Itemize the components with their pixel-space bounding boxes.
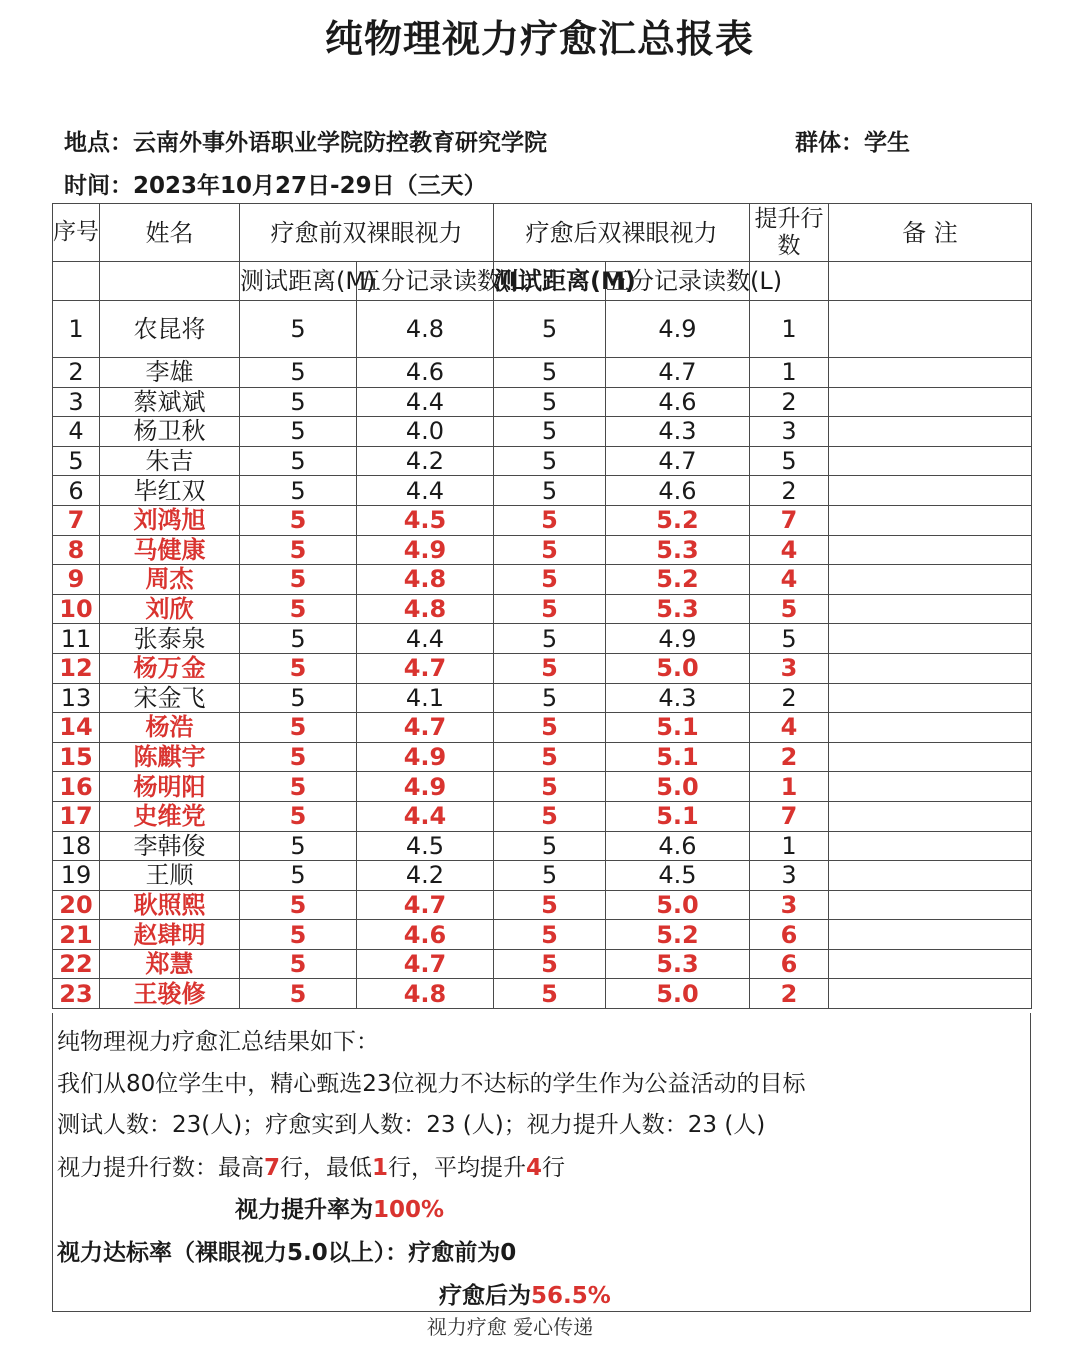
cell-remark	[829, 653, 1032, 683]
subheader-empty	[829, 262, 1032, 301]
cell-name: 耿照熙	[100, 890, 240, 920]
cell-lines: 6	[750, 949, 829, 979]
cell-name: 张泰泉	[100, 624, 240, 654]
cell-reading-before: 4.4	[357, 387, 494, 417]
cell-name: 赵肆明	[100, 920, 240, 950]
location-line	[64, 124, 547, 157]
cell-remark	[829, 742, 1032, 772]
cell-distance-after: 5	[494, 890, 606, 920]
cell-distance-after: 5	[494, 801, 606, 831]
cell-reading-before: 4.8	[357, 565, 494, 595]
table-row	[53, 505, 1032, 535]
cell-reading-after: 4.7	[606, 358, 750, 388]
cell-distance-after: 5	[494, 624, 606, 654]
header-seq: 序号	[53, 204, 100, 262]
table-row	[53, 742, 1032, 772]
cell-reading-before: 4.7	[357, 653, 494, 683]
cell-distance-before: 5	[240, 772, 357, 802]
cell-seq: 21	[53, 920, 100, 950]
cell-remark	[829, 713, 1032, 743]
cell-name: 毕红双	[100, 476, 240, 506]
cell-name: 杨万金	[100, 653, 240, 683]
cell-name: 陈麒宇	[100, 742, 240, 772]
cell-seq: 6	[53, 476, 100, 506]
subheader-reading-before: 五分记录读数(L)	[357, 262, 494, 301]
table-row	[53, 920, 1032, 950]
footer-slogan: 视力疗愈 爱心传递	[426, 1315, 594, 1339]
group-value: 学生	[864, 130, 910, 156]
cell-distance-before: 5	[240, 358, 357, 388]
cell-lines: 2	[750, 979, 829, 1009]
cell-distance-before: 5	[240, 683, 357, 713]
cell-remark	[829, 683, 1032, 713]
cell-reading-after: 5.1	[606, 713, 750, 743]
cell-reading-before: 4.8	[357, 594, 494, 624]
cell-remark	[829, 920, 1032, 950]
cell-name: 史维党	[100, 801, 240, 831]
lines-unit: 行	[542, 1155, 566, 1181]
cell-distance-before: 5	[240, 920, 357, 950]
cell-seq: 5	[53, 446, 100, 476]
cell-distance-before: 5	[240, 713, 357, 743]
cell-lines: 4	[750, 565, 829, 595]
cell-distance-after: 5	[494, 387, 606, 417]
cell-reading-before: 4.8	[357, 979, 494, 1009]
cell-reading-after: 4.7	[606, 446, 750, 476]
summary-counts: 测试人数：23(人)；疗愈实到人数：23 (人)；视力提升人数：23 (人)	[57, 1112, 766, 1138]
cell-lines: 1	[750, 358, 829, 388]
cell-reading-after: 5.1	[606, 801, 750, 831]
cell-name: 杨明阳	[100, 772, 240, 802]
cell-reading-after: 4.5	[606, 861, 750, 891]
cell-remark	[829, 594, 1032, 624]
cell-reading-before: 4.6	[357, 920, 494, 950]
cell-reading-before: 4.4	[357, 476, 494, 506]
cell-reading-after: 4.3	[606, 683, 750, 713]
cell-distance-after: 5	[494, 979, 606, 1009]
cell-distance-after: 5	[494, 772, 606, 802]
cell-distance-after: 5	[494, 417, 606, 447]
table-row	[53, 653, 1032, 683]
cell-reading-before: 4.2	[357, 861, 494, 891]
cell-distance-before: 5	[240, 653, 357, 683]
cell-distance-before: 5	[240, 476, 357, 506]
rate-value: 100%	[373, 1197, 445, 1223]
cell-remark	[829, 476, 1032, 506]
cell-lines: 3	[750, 890, 829, 920]
cell-name: 杨浩	[100, 713, 240, 743]
table-row	[53, 683, 1032, 713]
cell-distance-before: 5	[240, 446, 357, 476]
cell-distance-after: 5	[494, 535, 606, 565]
cell-remark	[829, 949, 1032, 979]
cell-lines: 3	[750, 653, 829, 683]
cell-reading-after: 5.0	[606, 653, 750, 683]
cell-seq: 8	[53, 535, 100, 565]
cell-seq: 12	[53, 653, 100, 683]
table-row	[53, 801, 1032, 831]
cell-seq: 16	[53, 772, 100, 802]
cell-name: 王骏修	[100, 979, 240, 1009]
cell-name: 郑慧	[100, 949, 240, 979]
cell-reading-after: 4.6	[606, 476, 750, 506]
cell-reading-before: 4.9	[357, 742, 494, 772]
cell-seq: 23	[53, 979, 100, 1009]
cell-seq: 3	[53, 387, 100, 417]
cell-reading-before: 4.4	[357, 624, 494, 654]
lines-unit: 行，最低	[280, 1155, 373, 1181]
cell-lines: 5	[750, 624, 829, 654]
header-before: 疗愈前双裸眼视力	[240, 204, 494, 262]
cell-seq: 1	[53, 301, 100, 358]
cell-lines: 2	[750, 387, 829, 417]
cell-distance-after: 5	[494, 565, 606, 595]
cell-remark	[829, 861, 1032, 891]
table-row	[53, 565, 1032, 595]
cell-distance-after: 5	[494, 594, 606, 624]
cell-distance-after: 5	[494, 683, 606, 713]
cell-reading-after: 5.2	[606, 565, 750, 595]
subheader-empty	[100, 262, 240, 301]
cell-remark	[829, 979, 1032, 1009]
cell-seq: 4	[53, 417, 100, 447]
cell-distance-before: 5	[240, 417, 357, 447]
vision-table	[52, 203, 1032, 1009]
table-row	[53, 861, 1032, 891]
cell-seq: 18	[53, 831, 100, 861]
cell-distance-before: 5	[240, 624, 357, 654]
cell-distance-before: 5	[240, 594, 357, 624]
cell-remark	[829, 831, 1032, 861]
table-row	[53, 831, 1032, 861]
subheader-empty	[53, 262, 100, 301]
summary-standard: 视力达标率（裸眼视力5.0以上）：疗愈前为0	[57, 1240, 517, 1266]
subheader-distance-before: 测试距离(M)	[240, 262, 357, 301]
cell-seq: 17	[53, 801, 100, 831]
cell-reading-after: 4.3	[606, 417, 750, 447]
cell-distance-after: 5	[494, 831, 606, 861]
cell-reading-after: 5.0	[606, 890, 750, 920]
cell-lines: 1	[750, 301, 829, 358]
cell-seq: 13	[53, 683, 100, 713]
cell-reading-before: 4.0	[357, 417, 494, 447]
cell-distance-after: 5	[494, 358, 606, 388]
cell-reading-before: 4.5	[357, 831, 494, 861]
table-row	[53, 476, 1032, 506]
cell-reading-before: 4.1	[357, 683, 494, 713]
cell-distance-before: 5	[240, 801, 357, 831]
cell-lines: 3	[750, 417, 829, 447]
cell-remark	[829, 301, 1032, 358]
cell-seq: 2	[53, 358, 100, 388]
cell-lines: 7	[750, 505, 829, 535]
table-row	[53, 890, 1032, 920]
cell-distance-before: 5	[240, 861, 357, 891]
cell-lines: 4	[750, 713, 829, 743]
cell-distance-after: 5	[494, 476, 606, 506]
cell-seq: 10	[53, 594, 100, 624]
summary-intro: 我们从80位学生中，精心甄选23位视力不达标的学生作为公益活动的目标	[57, 1071, 806, 1097]
summary-after	[439, 1277, 611, 1310]
cell-reading-before: 4.7	[357, 949, 494, 979]
subheader-row	[53, 262, 1032, 301]
lines-min: 1	[372, 1155, 389, 1181]
header-remark: 备 注	[829, 204, 1032, 262]
cell-name: 刘欣	[100, 594, 240, 624]
cell-name: 朱吉	[100, 446, 240, 476]
lines-max: 7	[264, 1155, 281, 1181]
cell-reading-after: 5.1	[606, 742, 750, 772]
cell-distance-after: 5	[494, 446, 606, 476]
table-body	[53, 301, 1032, 1009]
cell-lines: 4	[750, 535, 829, 565]
cell-reading-before: 4.6	[357, 358, 494, 388]
header-lines: 提升行数	[750, 204, 829, 262]
summary-box	[52, 1013, 1031, 1312]
cell-distance-before: 5	[240, 742, 357, 772]
table-row	[53, 535, 1032, 565]
cell-seq: 20	[53, 890, 100, 920]
cell-distance-before: 5	[240, 387, 357, 417]
location-label: 地点：	[64, 130, 133, 156]
header-after: 疗愈后双裸眼视力	[494, 204, 750, 262]
group-label: 群体：	[795, 130, 864, 156]
cell-distance-after: 5	[494, 301, 606, 358]
table-row	[53, 772, 1032, 802]
cell-distance-after: 5	[494, 949, 606, 979]
cell-reading-after: 5.2	[606, 505, 750, 535]
lines-unit: 行，平均提升	[388, 1155, 527, 1181]
cell-lines: 1	[750, 831, 829, 861]
cell-name: 宋金飞	[100, 683, 240, 713]
summary-lines	[57, 1149, 565, 1182]
header-name: 姓名	[100, 204, 240, 262]
cell-reading-before: 4.5	[357, 505, 494, 535]
cell-lines: 7	[750, 801, 829, 831]
cell-distance-after: 5	[494, 742, 606, 772]
cell-distance-after: 5	[494, 505, 606, 535]
cell-reading-after: 4.9	[606, 624, 750, 654]
table-row	[53, 446, 1032, 476]
cell-reading-before: 4.9	[357, 772, 494, 802]
rate-prefix: 视力提升率为	[235, 1197, 373, 1223]
subheader-distance-after: 测试距离(M)	[494, 262, 606, 301]
cell-distance-before: 5	[240, 565, 357, 595]
header-row	[53, 204, 1032, 262]
cell-remark	[829, 565, 1032, 595]
cell-lines: 2	[750, 742, 829, 772]
report-title: 纯物理视力疗愈汇总报表	[324, 17, 754, 61]
table-row	[53, 387, 1032, 417]
cell-seq: 19	[53, 861, 100, 891]
cell-name: 刘鸿旭	[100, 505, 240, 535]
cell-remark	[829, 535, 1032, 565]
after-value: 56.5%	[531, 1283, 611, 1309]
cell-lines: 6	[750, 920, 829, 950]
time-label: 时间：	[64, 173, 133, 199]
cell-reading-before: 4.8	[357, 301, 494, 358]
cell-name: 马健康	[100, 535, 240, 565]
cell-name: 蔡斌斌	[100, 387, 240, 417]
cell-remark	[829, 446, 1032, 476]
group-line	[795, 124, 910, 157]
cell-distance-after: 5	[494, 861, 606, 891]
cell-remark	[829, 417, 1032, 447]
cell-name: 王顺	[100, 861, 240, 891]
cell-distance-before: 5	[240, 831, 357, 861]
cell-reading-after: 5.0	[606, 772, 750, 802]
cell-distance-after: 5	[494, 920, 606, 950]
cell-distance-before: 5	[240, 890, 357, 920]
cell-remark	[829, 387, 1032, 417]
cell-reading-before: 4.7	[357, 890, 494, 920]
cell-reading-after: 4.9	[606, 301, 750, 358]
cell-reading-after: 4.6	[606, 831, 750, 861]
cell-remark	[829, 801, 1032, 831]
cell-name: 农昆将	[100, 301, 240, 358]
cell-remark	[829, 505, 1032, 535]
cell-seq: 14	[53, 713, 100, 743]
cell-reading-before: 4.2	[357, 446, 494, 476]
lines-prefix: 视力提升行数：最高	[57, 1155, 264, 1181]
cell-seq: 7	[53, 505, 100, 535]
location-value: 云南外事外语职业学院防控教育研究学院	[133, 130, 547, 156]
table-row	[53, 301, 1032, 358]
cell-remark	[829, 358, 1032, 388]
cell-distance-before: 5	[240, 979, 357, 1009]
cell-distance-before: 5	[240, 301, 357, 358]
cell-name: 李雄	[100, 358, 240, 388]
cell-reading-after: 5.0	[606, 979, 750, 1009]
cell-remark	[829, 772, 1032, 802]
cell-lines: 2	[750, 683, 829, 713]
time-value: 2023年10月27日-29日（三天）	[133, 173, 487, 199]
after-prefix: 疗愈后为	[439, 1283, 531, 1309]
cell-reading-after: 5.3	[606, 949, 750, 979]
summary-rate	[235, 1191, 444, 1224]
cell-reading-before: 4.4	[357, 801, 494, 831]
table-row	[53, 358, 1032, 388]
cell-distance-after: 5	[494, 653, 606, 683]
table-row	[53, 713, 1032, 743]
cell-name: 杨卫秋	[100, 417, 240, 447]
cell-remark	[829, 890, 1032, 920]
table-row	[53, 417, 1032, 447]
table-row	[53, 979, 1032, 1009]
table-row	[53, 594, 1032, 624]
subheader-reading-after: 五分记录读数(L)	[606, 262, 750, 301]
summary-heading: 纯物理视力疗愈汇总结果如下：	[57, 1029, 379, 1055]
cell-distance-before: 5	[240, 949, 357, 979]
cell-distance-after: 5	[494, 713, 606, 743]
cell-lines: 1	[750, 772, 829, 802]
table-row	[53, 949, 1032, 979]
cell-reading-before: 4.7	[357, 713, 494, 743]
cell-name: 李韩俊	[100, 831, 240, 861]
cell-distance-before: 5	[240, 505, 357, 535]
cell-reading-after: 5.2	[606, 920, 750, 950]
cell-lines: 2	[750, 476, 829, 506]
cell-lines: 5	[750, 594, 829, 624]
cell-seq: 9	[53, 565, 100, 595]
cell-remark	[829, 624, 1032, 654]
time-line	[64, 167, 487, 200]
table-row	[53, 624, 1032, 654]
cell-lines: 3	[750, 861, 829, 891]
cell-reading-before: 4.9	[357, 535, 494, 565]
cell-seq: 22	[53, 949, 100, 979]
cell-name: 周杰	[100, 565, 240, 595]
cell-seq: 15	[53, 742, 100, 772]
cell-reading-after: 5.3	[606, 535, 750, 565]
cell-seq: 11	[53, 624, 100, 654]
cell-distance-before: 5	[240, 535, 357, 565]
lines-avg: 4	[526, 1155, 543, 1181]
cell-reading-after: 4.6	[606, 387, 750, 417]
cell-reading-after: 5.3	[606, 594, 750, 624]
cell-lines: 5	[750, 446, 829, 476]
